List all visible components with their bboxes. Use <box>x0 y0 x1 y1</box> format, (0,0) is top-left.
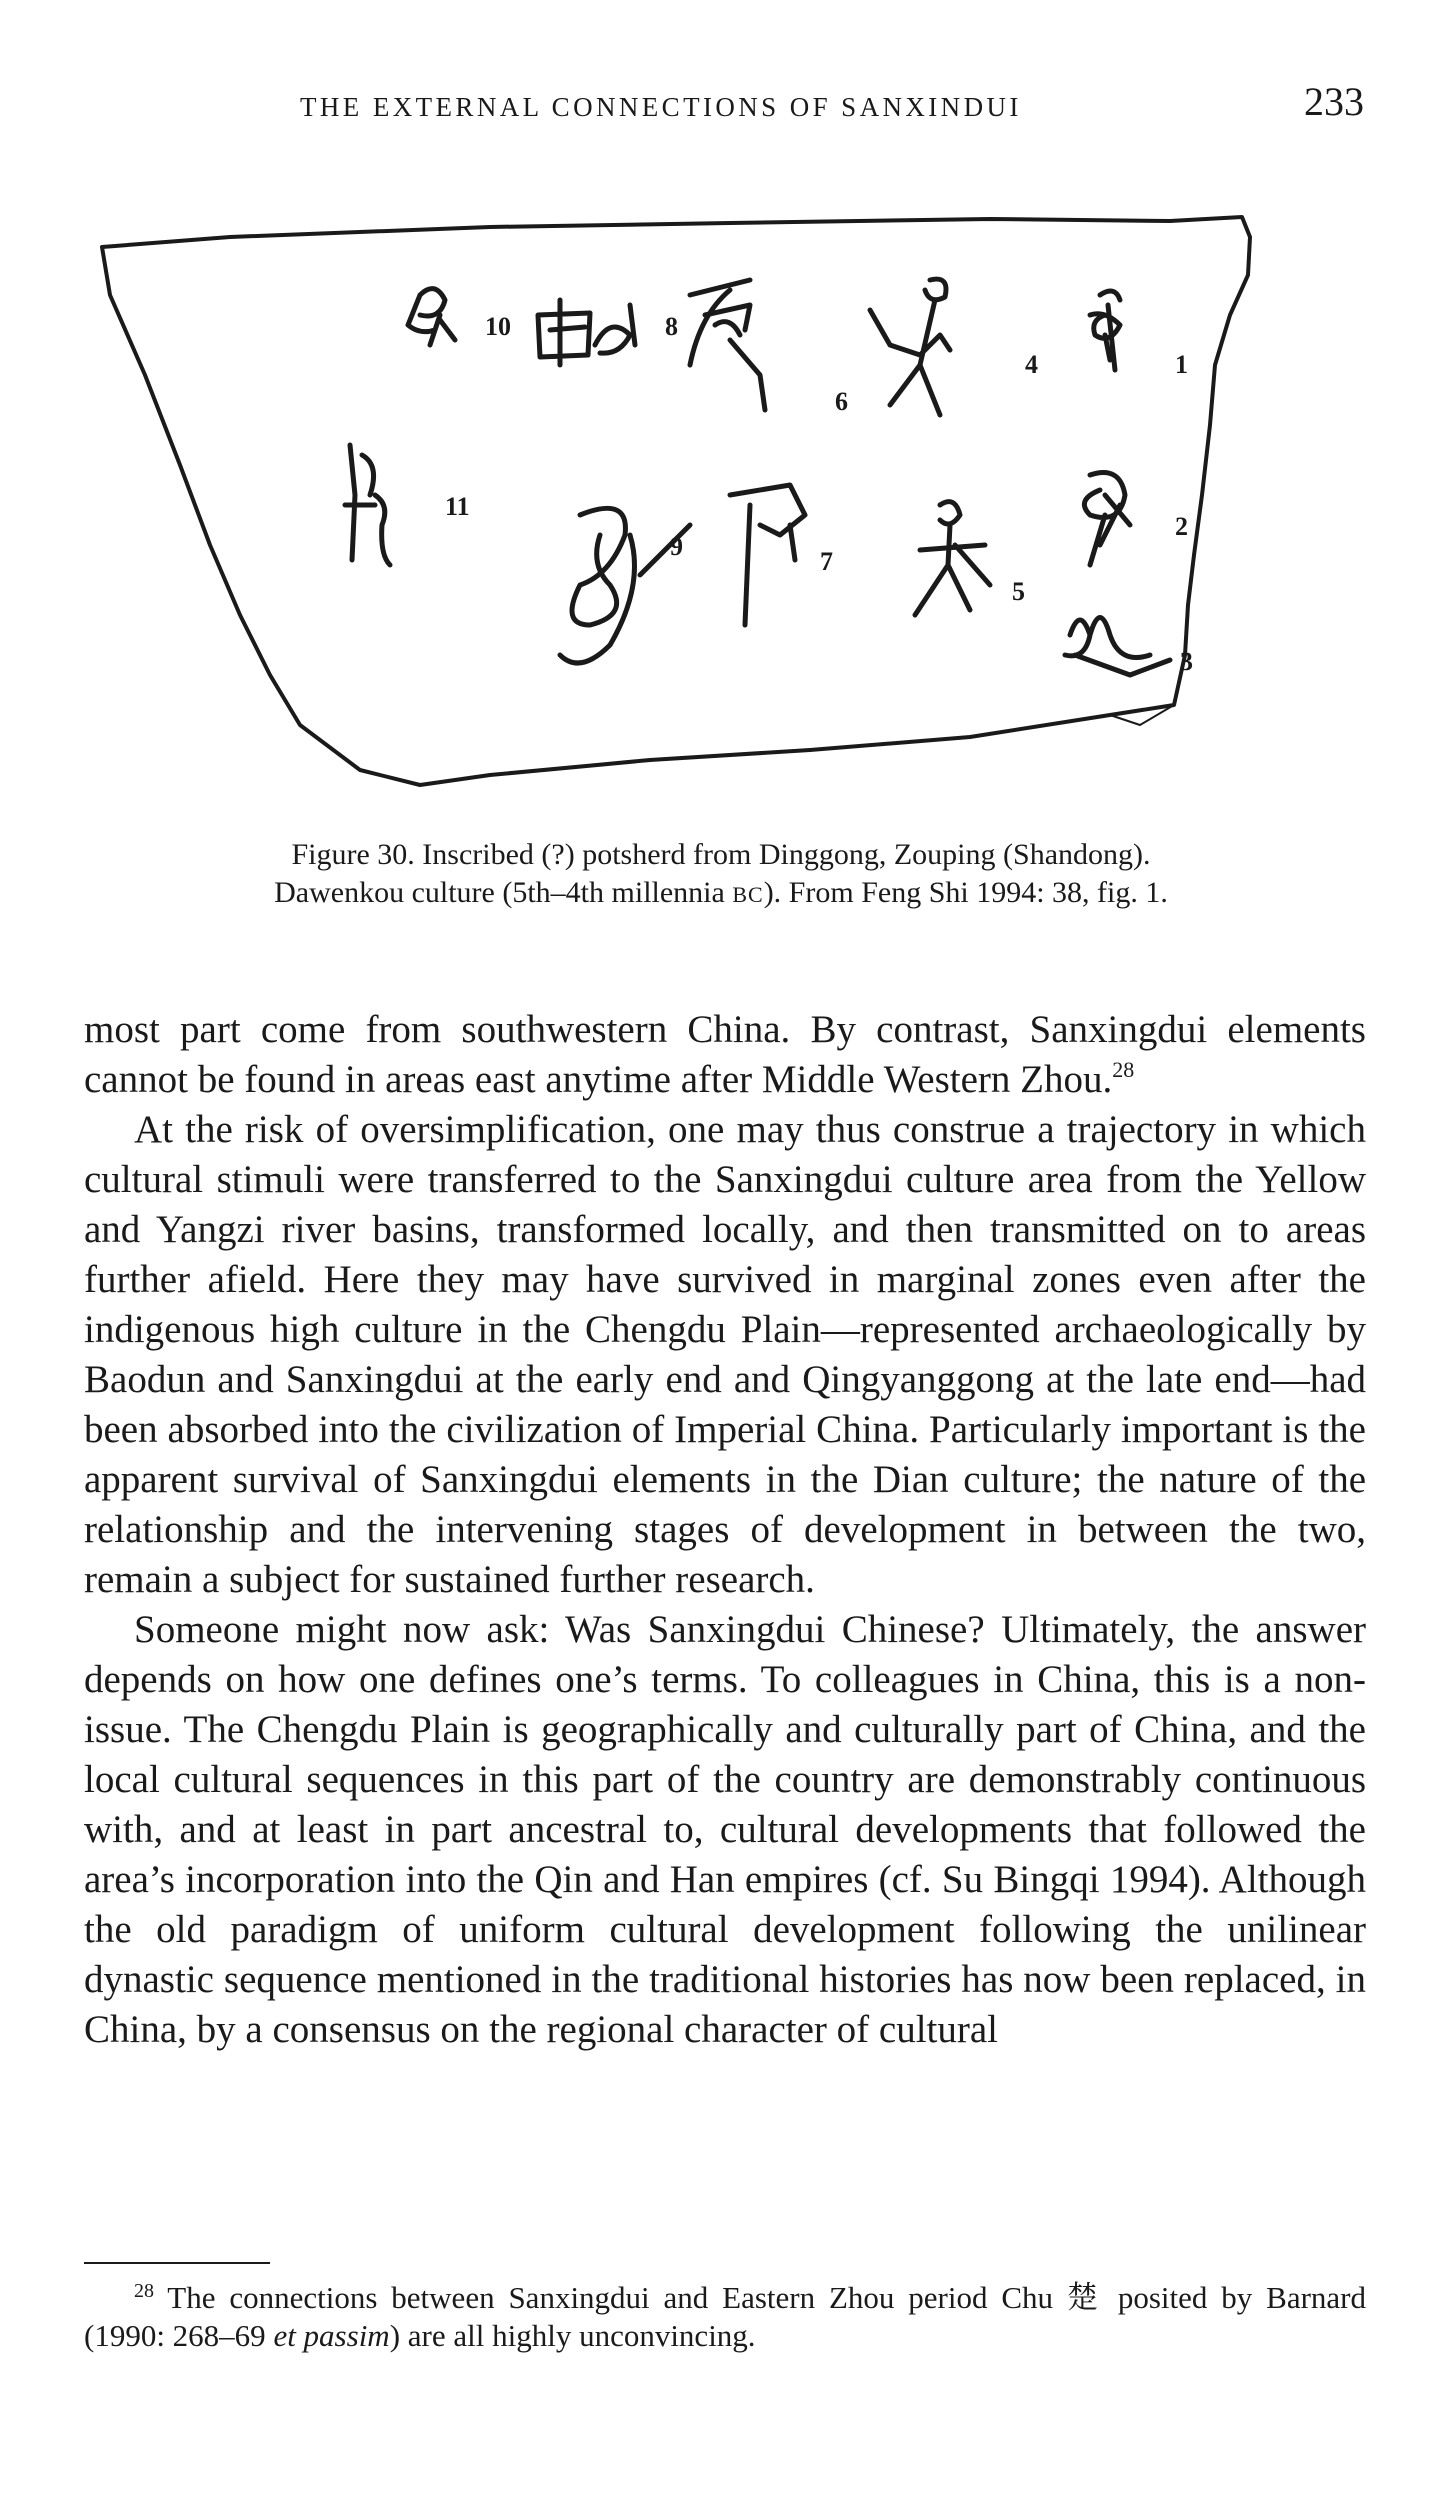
sign-label: 8 <box>665 312 678 341</box>
caption-line-1: Figure 30. Inscribed (?) potsherd from Dinggong, Zouping (Shandong). <box>291 838 1151 871</box>
sign-label: 11 <box>445 492 470 521</box>
sign-label: 10 <box>485 312 511 341</box>
body-text <box>84 1005 1366 2055</box>
page-header <box>0 78 1442 138</box>
footnote-rule <box>84 2262 270 2264</box>
paragraph-2: At the risk of oversimplification, one may thus construe a trajectory in which cultural stimuli were transferred to the Sanxingdui culture area from the Yellow and Yangzi river basins, transformed locally, and then transmitted on to areas further afield. Here they may have survived in marginal zones even after the indigenous high culture in the Chengdu Plain—represented archaeologically by Baodun and Sanxingdui at the early end and Qingyanggong at the late end—had been absorbed into the civilization of Imperial China. Particularly important is the apparent survival of Sanxingdui elements in the Dian culture; the nature of the relationship and the intervening stages of development in between the two, remain a subject for sustained further research. <box>84 1108 1366 1601</box>
caption-line-2: Dawenkou culture (5th–4th millennia BC). From Feng Shi 1994: 38, fig. 1. <box>274 876 1168 909</box>
footnote-number: 28 <box>134 2280 154 2302</box>
page-number: 233 <box>1304 79 1364 124</box>
footnote: $^{28}$ The connections between Sanxingdui and Eastern Zhou period Chu 楚 posited by Barnard (1990: 268–69 et passim) are all highly unconvincing. <box>84 2280 1366 2353</box>
potsherd-drawing <box>90 205 1370 805</box>
paragraph-3: Someone might now ask: Was Sanxingdui Chinese? Ultimately, the answer depends on how one defines one’s terms. To colleagues in China, this is a non-issue. The Chengdu Plain is geographically and culturally part of China, and the local cultural sequences in this part of the country are demonstrably continuous with, and at least in part ancestral to, cultural developments that followed the area’s incorporation into the Qin and Han empires (cf. Su Bingqi 1994). Although the old paradigm of uniform cultural development following the unilinear dynastic sequence mentioned in the traditional histories has now been replaced, in China, by a consensus on the regional character of cultural <box>84 1608 1366 2051</box>
sign-label: 3 <box>1180 647 1193 676</box>
sherd-outline <box>102 217 1250 785</box>
sign-label: 2 <box>1175 512 1188 541</box>
sign-label: 4 <box>1025 350 1038 379</box>
sign-label: 6 <box>835 387 848 416</box>
sign-label: 1 <box>1175 350 1188 379</box>
sign-label: 7 <box>820 547 833 576</box>
paragraph-1: most part come from southwestern China. By contrast, Sanxingdui elements cannot be found in areas east anytime after Middle Western Zhou.$^{28}$ <box>84 1008 1366 1101</box>
footnote-ref: 28 <box>1112 1057 1135 1082</box>
signs <box>345 279 1170 675</box>
figure-caption <box>100 836 1342 914</box>
footnote-italic: et passim <box>273 2318 390 2353</box>
sign-label: 9 <box>670 532 683 561</box>
running-head: THE EXTERNAL CONNECTIONS OF SANXINDUI <box>300 92 1022 122</box>
small-caps-bc: BC <box>732 882 764 907</box>
sign-label: 5 <box>1012 577 1025 606</box>
potsherd-figure <box>90 205 1370 805</box>
